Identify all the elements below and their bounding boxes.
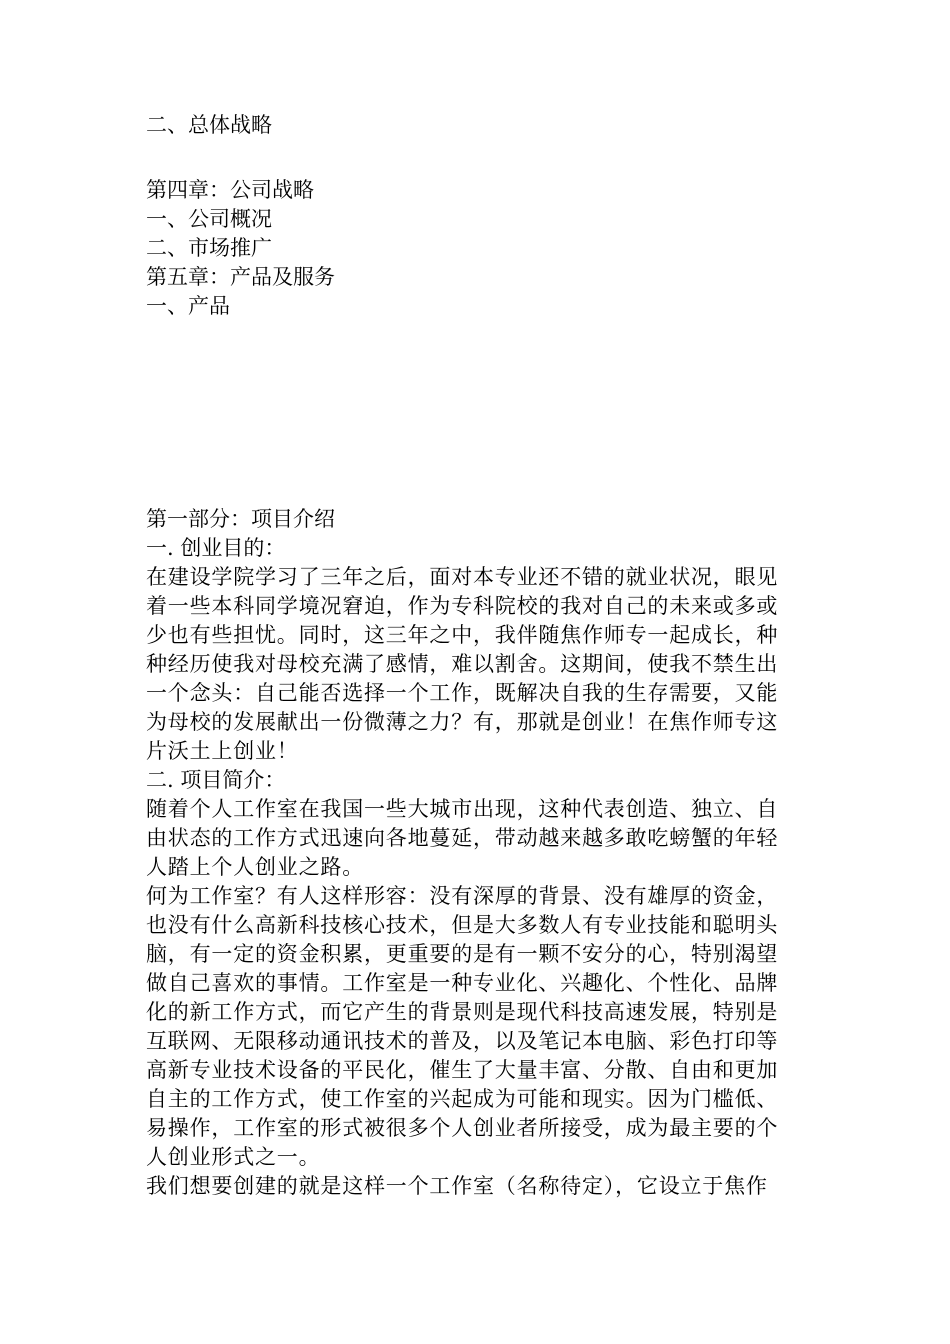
paragraph-line: 人创业形式之一。 <box>146 1145 321 1169</box>
paragraph-line: 化的新工作方式，而它产生的背景则是现代科技高速发展，特别是 <box>146 1000 779 1024</box>
paragraph-line: 片沃土上创业！ <box>146 739 299 763</box>
paragraph-line: 少也有些担忧。同时，这三年之中，我伴随焦作师专一起成长，种 <box>146 623 779 647</box>
paragraph-line: 为母校的发展献出一份微薄之力？有，那就是创业！在焦作师专这 <box>146 710 779 734</box>
purpose-heading: 一. 创业目的： <box>146 536 286 560</box>
toc-section-overall-strategy: 二、总体战略 <box>146 113 272 137</box>
paragraph-line: 我们想要创建的就是这样一个工作室（名称待定），它设立于焦作 <box>146 1174 768 1198</box>
toc-chapter4-item-marketing: 二、市场推广 <box>146 236 272 260</box>
paragraph-line: 一个念头：自己能否选择一个工作，既解决自我的生存需要，又能 <box>146 681 779 705</box>
paragraph-line: 种经历使我对母校充满了感情，难以割舍。这期间，使我不禁生出 <box>146 652 779 676</box>
paragraph-line: 随着个人工作室在我国一些大城市出现，这种代表创造、独立、自 <box>146 797 779 821</box>
paragraph-line: 脑，有一定的资金积累，更重要的是有一颗不安分的心，特别渴望 <box>146 942 779 966</box>
paragraph-line: 也没有什么高新科技核心技术，但是大多数人有专业技能和聪明头 <box>146 913 779 937</box>
paragraph-line: 着一些本科同学境况窘迫，作为专科院校的我对自己的未来或多或 <box>146 594 779 618</box>
paragraph-line: 在建设学院学习了三年之后，面对本专业还不错的就业状况，眼见 <box>146 565 779 589</box>
paragraph-line: 自主的工作方式，使工作室的兴起成为可能和现实。因为门槛低、 <box>146 1087 779 1111</box>
toc-chapter4-title: 第四章：公司战略 <box>146 178 314 202</box>
paragraph-line: 人踏上个人创业之路。 <box>146 855 364 879</box>
intro-heading: 二. 项目简介： <box>146 768 286 792</box>
paragraph-line: 由状态的工作方式迅速向各地蔓延，带动越来越多敢吃螃蟹的年轻 <box>146 826 779 850</box>
paragraph-line: 易操作，工作室的形式被很多个人创业者所接受，成为最主要的个 <box>146 1116 779 1140</box>
toc-chapter5-title: 第五章：产品及服务 <box>146 265 335 289</box>
part1-title: 第一部分：项目介绍 <box>146 507 335 531</box>
paragraph-line: 高新专业技术设备的平民化，催生了大量丰富、分散、自由和更加 <box>146 1058 779 1082</box>
paragraph-line: 何为工作室？有人这样形容：没有深厚的背景、没有雄厚的资金， <box>146 884 779 908</box>
toc-chapter5-item-products: 一、产品 <box>146 294 230 318</box>
toc-chapter4-item-company-overview: 一、公司概况 <box>146 207 272 231</box>
paragraph-line: 互联网、无限移动通讯技术的普及，以及笔记本电脑、彩色打印等 <box>146 1029 779 1053</box>
paragraph-line: 做自己喜欢的事情。工作室是一种专业化、兴趣化、个性化、品牌 <box>146 971 779 995</box>
